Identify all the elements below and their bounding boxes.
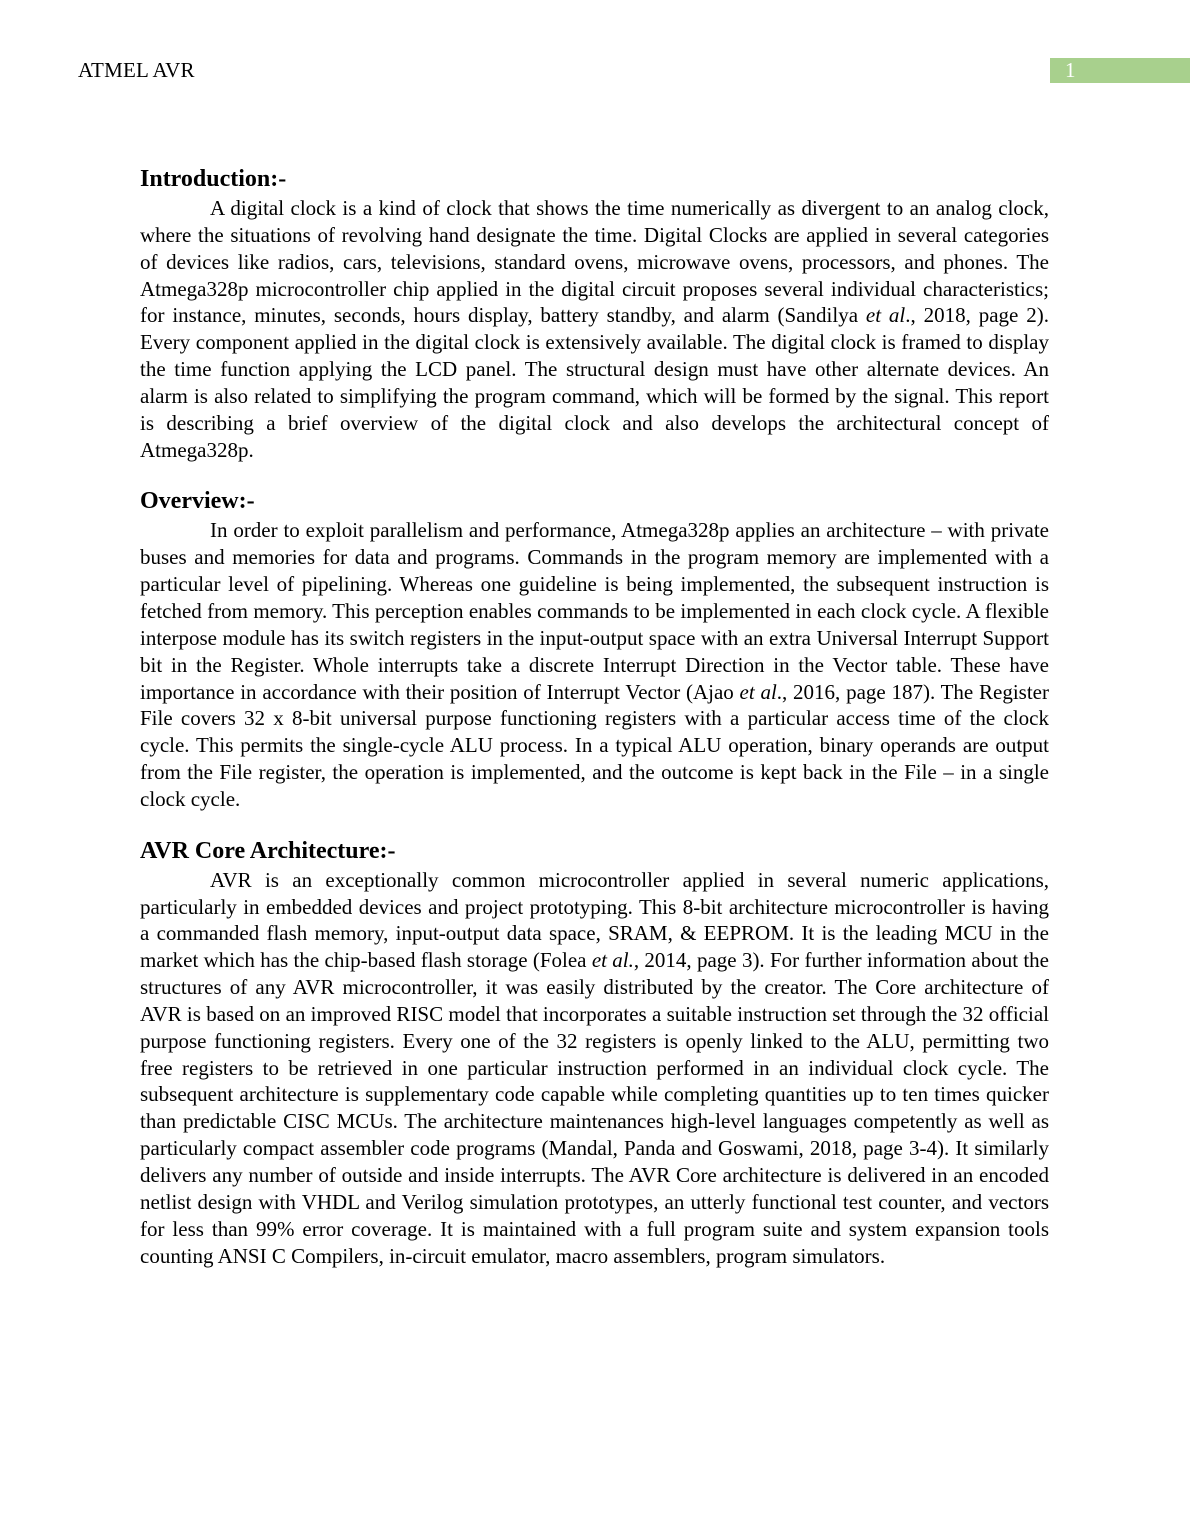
section-paragraph: In order to exploit parallelism and performance, Atmega328p applies an architecture – with private buses and memories for data and programs. Commands in the program memory are implemented with a particular level of pipelining. Whereas one guideline is being implemented, the subsequent instruction is fetched from memory. This perception enables commands to be implemented in each clock cycle. A flexible interpose module has its switch registers in the input-output space with an extra Universal Interrupt Support bit in the Register. Whole interrupts take a discrete Interrupt Direction in the Vector table. These have importance in accordance with their position of Interrupt Vector (Ajao et al., 2016, page 187). The Register File covers 32 x 8-bit universal purpose functioning registers with a particular access time of the clock cycle. This permits the single-cycle ALU process. In a typical ALU operation, binary operands are output from the File register, the operation is implemented, and the outcome is kept back in the File – in a single clock cycle.	[140, 518, 1049, 811]
section-heading: AVR Core Architecture:-	[140, 837, 396, 864]
running-head: ATMEL AVR	[78, 58, 195, 82]
section-heading: Overview:-	[140, 488, 255, 515]
page-number: 1	[1050, 58, 1190, 83]
section-overview	[140, 486, 1049, 812]
document-body	[140, 164, 1049, 1292]
section-paragraph: AVR is an exceptionally common microcontroller applied in several numeric applications, particularly in embedded devices and project prototyping. This 8-bit architecture microcontroller is having a commanded flash memory, input-output data space, SRAM, & EEPROM. It is the leading MCU in the market which has the chip-based flash storage (Folea et al., 2014, page 3). For further information about the structures of any AVR microcontroller, it was easily distributed by the creator. The Core architecture of AVR is based on an improved RISC model that incorporates a suitable instruction set through the 32 official purpose functioning registers. Every one of the 32 registers is openly linked to the ALU, permitting two free registers to be retrieved in one particular instruction performed in an individual clock cycle. The subsequent architecture is supplementary code capable while completing quantities up to ten times quicker than predictable CISC MCUs. The architecture maintenances high-level languages competently as well as particularly compact assembler code programs (Mandal, Panda and Goswami, 2018, page 3-4). It similarly delivers any number of outside and inside interrupts. The AVR Core architecture is delivered in an encoded netlist design with VHDL and Verilog simulation prototypes, an utterly functional test counter, and vectors for less than 99% error coverage. It is maintained with a full program suite and system expansion tools counting ANSI C Compilers, in-circuit emulator, macro assemblers, program simulators.	[140, 867, 1049, 1268]
section-avr-core-architecture	[140, 836, 1049, 1270]
section-introduction	[140, 164, 1049, 463]
section-paragraph: A digital clock is a kind of clock that shows the time numerically as divergent to an analog clock, where the situations of revolving hand designate the time. Digital Clocks are applied in several categories of devices like radios, cars, televisions, standard ovens, microwave ovens, processors, and phones. The Atmega328p microcontroller chip applied in the digital circuit proposes several individual characteristics; for instance, minutes, seconds, hours display, battery standby, and alarm (Sandilya et al., 2018, page 2). Every component applied in the digital clock is extensively available. The digital clock is framed to display the time function applying the LCD panel. The structural design must have other alternate devices. An alarm is also related to simplifying the program command, which will be formed by the signal. This report is describing a brief overview of the digital clock and also develops the architectural concept of Atmega328p.	[140, 196, 1049, 462]
section-heading: Introduction:-	[140, 166, 287, 192]
